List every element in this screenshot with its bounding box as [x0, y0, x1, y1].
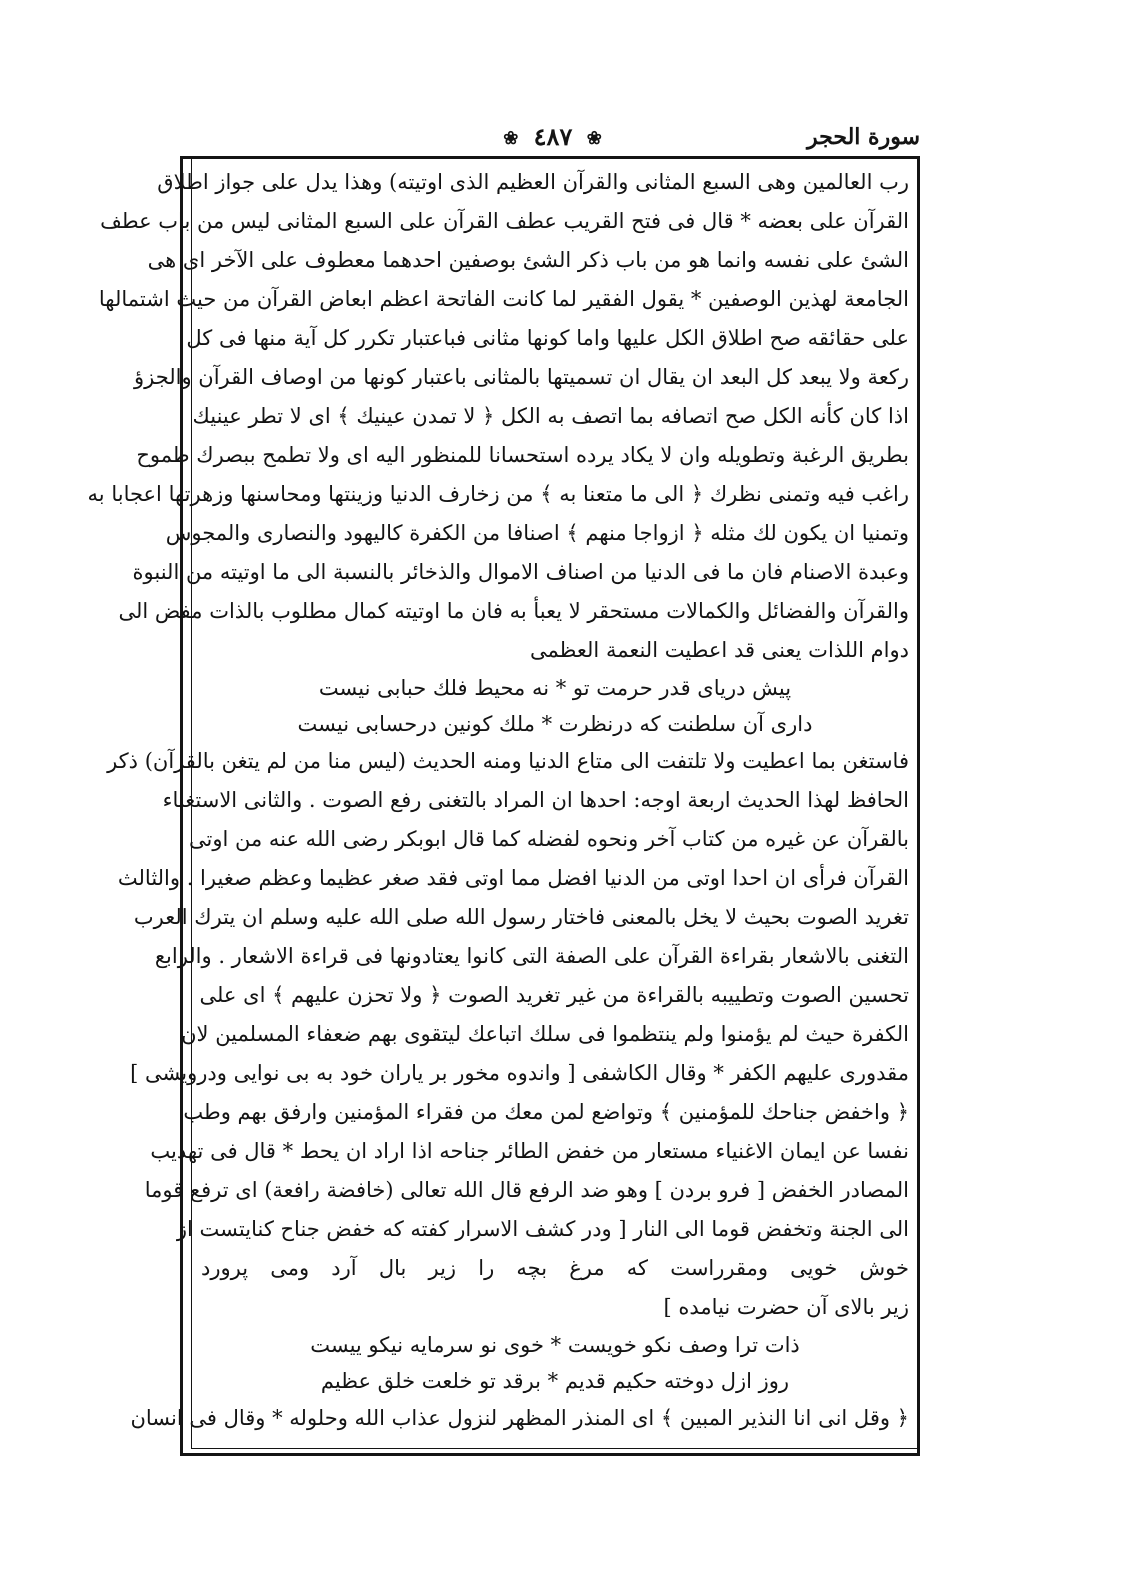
page-header: [186, 120, 920, 156]
text-line: ﴿ واخفض جناحك للمؤمنين ﴾ وتواضع لمن معك من فقراء المؤمنين وارفق بهم وطب: [183, 1100, 909, 1124]
text-line: اذا كان كأنه الكل صح اتصافه بما اتصف به الكل ﴿ لا تمدن عينيك ﴾ اى لا تطر عينيك: [192, 404, 909, 428]
page-frame: [87, 156, 920, 1456]
ornament-right-icon: ❀: [503, 128, 520, 149]
persian-verse: پيش دريای قدر حرمت تو * نه محيط فلك حبابى نيست: [318, 676, 792, 700]
text-line: التغنى بالاشعار بقراءة القرآن على الصفة التى كانوا يعتادونها فى قراءة الاشعار . والرابع: [154, 944, 909, 968]
text-line: رب العالمين وهى السبع المثانى والقرآن العظيم الذى اوتيته) وهذا يدل على جواز اطلاق: [157, 170, 909, 194]
persian-verse: روز ازل دوخته حكيم قديم * برقد تو خلعت خلق عظيم: [320, 1369, 790, 1393]
text-line: دوام اللذات يعنى قد اعطيت النعمة العظمى: [530, 638, 909, 662]
text-line: الحافظ لهذا الحديث اربعة اوجه: احدها ان المراد بالتغنى رفع الصوت . والثانى الاستغناء: [162, 788, 909, 812]
text-line: الشئ على نفسه وانما هو من باب ذكر الشئ بوصفين احدهما معطوف على الآخر اى هى: [147, 248, 909, 272]
surah-title: سورة الحجر: [807, 124, 920, 150]
persian-verse: ذات ترا وصف نكو خويست * خوى نو سرمايه نيكو ييست: [310, 1333, 800, 1357]
text-line: ركعة ولا يبعد كل البعد ان يقال ان تسميتها بالمثانى باعتبار كونها من اوصاف القرآن والجزؤ: [133, 365, 909, 389]
text-line: بالقرآن عن غيره من كتاب آخر ونحوه لفضله كما قال ابوبكر رضى الله عنه من اوتى: [188, 827, 909, 851]
text-line: نفسا عن ايمان الاغنياء مستعار من خفض الطائر جناحه اذا اراد ان يحط * قال فى تهذيب: [150, 1139, 909, 1163]
text-line: زير بالاى آن حضرت نيامده ]: [663, 1295, 909, 1319]
text-line: الجامعة لهذين الوصفين * يقول الفقير لما كانت الفاتحة اعظم ابعاض القرآن من حيث اشتمالها: [98, 287, 909, 311]
text-line: القرآن على بعضه * قال فى فتح القريب عطف القرآن على السبع المثانى ليس من باب عطف: [100, 209, 909, 233]
text-line: وعبدة الاصنام فان ما فى الدنيا من اصناف الاموال والذخائر بالنسبة الى ما اوتيته من النبوة: [132, 560, 909, 584]
text-line: راغب فيه وتمنى نظرك ﴿ الى ما متعنا به ﴾ من زخارف الدنيا وزينتها ومحاسنها وزهرتها اعجابا به: [87, 482, 909, 506]
text-line: خوش خويى ومقرراست كه مرغ بچه را زير بال آرد ومى پرورد: [201, 1256, 909, 1280]
text-line: والقرآن والفضائل والكمالات مستحقر لا يعبأ به فان ما اوتيته كمال مطلوب بالذات مفض الى: [118, 599, 909, 623]
text-line: القرآن فرأى ان احدا اوتى من الدنيا افضل مما اوتى فقد صغر عظيما وعظم صغيرا . والثالث: [117, 866, 909, 890]
text-line: على حقائقه صح اطلاق الكل عليها واما كونها مثانى فباعتبار تكرر كل آية منها فى كل: [186, 326, 909, 350]
page-number-block: [497, 122, 609, 151]
text-line: الكفرة حيث لم يؤمنوا ولم ينتظموا فى سلك اتباعك ليتقوى بهم ضعفاء المسلمين لان: [181, 1022, 909, 1046]
text-line: تحسين الصوت وتطييبه بالقراءة من غير تغريد الصوت ﴿ ولا تحزن عليهم ﴾ اى على: [199, 983, 909, 1007]
text-line: بطريق الرغبة وتطويله وان لا يكاد يرده استحسانا للمنظور اليه اى ولا تطمح ببصرك طموح: [136, 443, 909, 467]
text-line: فاستغن بما اعطيت ولا تلتفت الى متاع الدنيا ومنه الحديث (ليس منا من لم يتغن بالقرآن) ذكر: [107, 749, 909, 773]
text-line: المصادر الخفض [ فرو بردن ] وهو ضد الرفع قال الله تعالى (خافضة رافعة) اى ترفع قوما: [144, 1178, 909, 1202]
text-line: وتمنيا ان يكون لك مثله ﴿ ازواجا منهم ﴾ اصنافا من الكفرة كاليهود والنصارى والمجوس: [165, 521, 909, 545]
text-line: الى الجنة وتخفض قوما الى النار [ ودر كشف الاسرار كفته كه خفض جناح كنايتست از: [176, 1217, 909, 1241]
ornament-left-icon: ❀: [586, 128, 603, 149]
text-line: تغريد الصوت بحيث لا يخل بالمعنى فاختار رسول الله صلى الله عليه وسلم ان يترك العرب: [133, 905, 909, 929]
text-body: [87, 163, 909, 1438]
text-line: ﴿ وقل انى انا النذير المبين ﴾ اى المنذر المظهر لنزول عذاب الله وحلوله * وقال فى انسان: [130, 1406, 909, 1430]
page-number: ٤٨٧: [533, 122, 573, 151]
text-line: مقدورى عليهم الكفر * وقال الكاشفى [ واندوه مخور بر ياران خود به بى نوايى ودرويشى ]: [130, 1061, 909, 1085]
persian-verse: دارى آن سلطنت كه درنظرت * ملك كونين درحسابى نيست: [297, 712, 813, 736]
